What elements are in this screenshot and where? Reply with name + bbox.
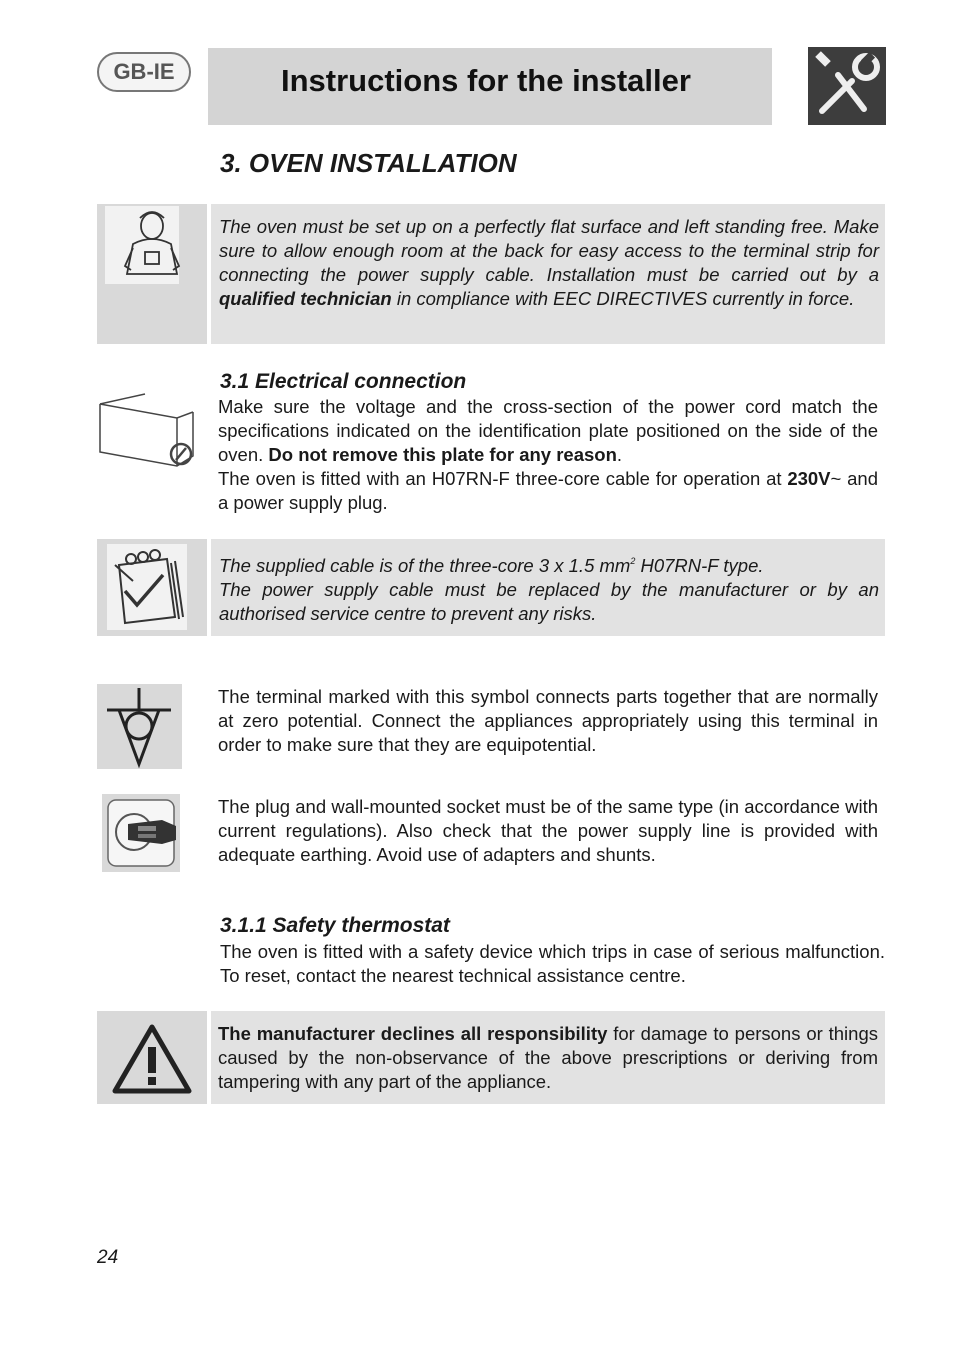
language-badge: GB-IE [97,52,191,92]
electrical-text-bold-1: Do not remove this plate for any reason [268,444,617,465]
electrical-text-2: . [616,444,623,465]
notepad-check-icon [97,539,207,636]
page-number: 24 [97,1247,119,1268]
thermostat-text: The oven is fitted with a safety device which trips in case of serious malfunction. To reset, contact the nearest technical assistance centre. [220,941,885,986]
cable-note-line-1b: H07RN-F type. [635,555,764,576]
electrical-text-4: ~ and a power supply plug. [218,468,878,513]
page-title: Instructions for the installer [281,63,691,98]
cable-note-superscript: 2 [630,556,636,566]
intro-text-2: in compliance with EEC DIRECTIVES currently in force. [391,288,855,309]
warning-text-bold: The manufacturer declines all responsibility [218,1023,608,1044]
equipotential-text: The terminal marked with this symbol connects parts together that are normally at zero potential. Connect the appliances appropriately using this terminal in order to make sure that they are equipotential. [218,686,878,755]
intro-text [219,215,879,311]
tools-icon [808,47,886,125]
equipotential-terminal-icon [97,684,182,769]
intro-text-bold: qualified technician [219,288,392,309]
cable-note-line-2: The power supply cable must be replaced by the manufacturer or by an authorised service centre to prevent any risks. [219,579,879,624]
plug-socket-icon [102,794,180,872]
technician-icon [97,204,207,344]
plug-icon-box [102,794,180,872]
intro-text-1: The oven must be set up on a perfectly flat surface and left standing free. Make sure to allow enough room at the back for easy access to the terminal strip for connecting the power supply cable. Installation must be carried out by a [219,216,879,285]
equipotential-icon-box [97,684,182,769]
technician-icon-box [97,204,207,344]
electrical-text-1: Make sure the voltage and the cross-section of the power cord match the specifications indicated on the identification plate positioned on the side of the oven. [218,396,878,465]
section-title: 3. OVEN INSTALLATION [220,148,517,178]
electrical-text-bold-2: 230V [787,468,831,489]
cable-note-line-1a: The supplied cable is of the three-core 3 x 1.5 mm [219,555,631,576]
electrical-title: 3.1 Electrical connection [220,370,467,393]
identification-plate-icon [97,392,197,472]
warning-triangle-icon [97,1011,207,1104]
warning-icon-box [97,1011,207,1104]
notepad-icon-box [97,539,207,636]
electrical-text [218,395,878,515]
electrical-text-3: The oven is fitted with an H07RN-F three-core cable for operation at [218,468,788,489]
thermostat-title: 3.1.1 Safety thermostat [220,914,450,937]
plug-text: The plug and wall-mounted socket must be of the same type (in accordance with current regulations). Also check that the power supply line is provided with adequate earthing. Avoid use of adapters and shunts. [218,796,878,865]
warning-text [218,1022,878,1094]
warning-text-rest: for damage to persons or things caused by the non-observance of the above prescriptions or deriving from tampering with any part of the appliance. [218,1023,878,1092]
cable-note-text [219,549,879,626]
